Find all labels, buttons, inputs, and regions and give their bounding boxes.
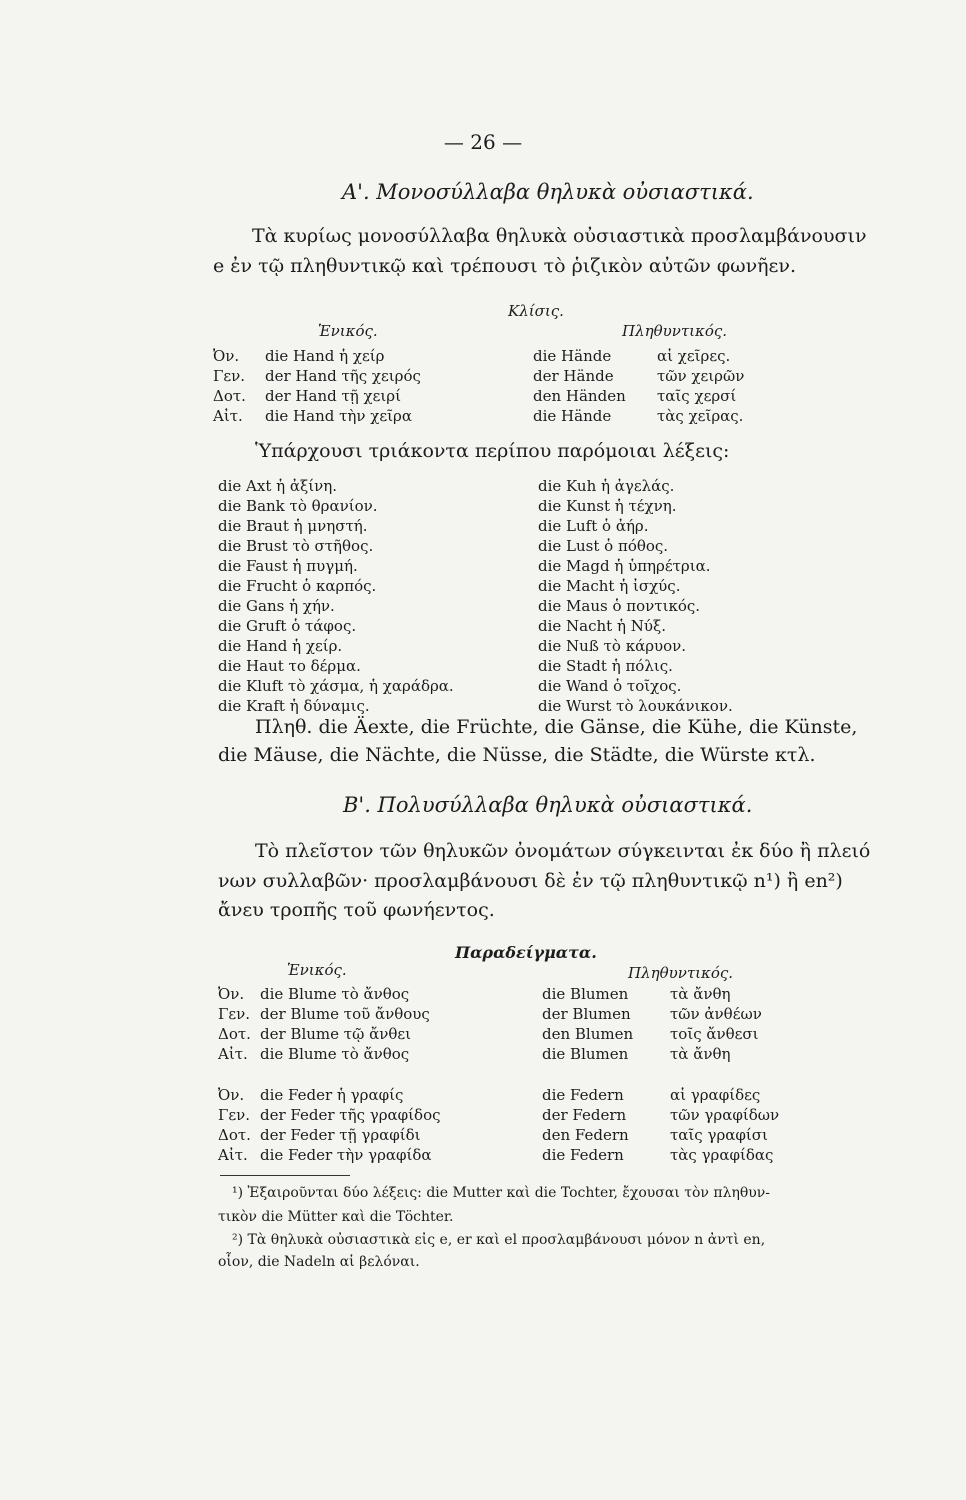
word-entry: die Brust τὸ στῆθος. [218,537,374,555]
word-list-left [218,476,454,716]
singular-label-b: Ἑνικός. [287,961,347,979]
singular-form: die Hand ἡ χείρ [265,347,385,365]
section-a-heading: Α'. Μονοσύλλαβα θηλυκὰ οὐσιαστικά. [342,180,754,204]
word-entry: die Faust ἡ πυγμή. [218,557,358,575]
plural-form-greek: τοῖς ἄνθεσι [670,1025,759,1043]
section-b-intro-line2: νων συλλαβῶν· προσλαμβάνουσι δὲ ἐν τῷ πληθυντικῷ n¹) ἢ en²) [218,870,843,892]
word-entry: die Nacht ἡ Νύξ. [538,617,666,635]
declension-row [218,1105,785,1125]
singular-form: die Blume τὸ ἄνθος [260,1045,410,1063]
case-label: Αἰτ. [213,407,243,425]
case-label: Ὀν. [218,985,245,1003]
section-a-intro-line1: Τὰ κυρίως μονοσύλλαβα θηλυκὰ οὐσιαστικὰ προσλαμβάνουσιν [252,225,867,247]
plural-form-german: die Federn [542,1086,624,1104]
declension-row [213,406,750,426]
plural-line-2: die Mäuse, die Nächte, die Nüsse, die Städte, die Würste κτλ. [218,744,816,766]
plural-form-greek: ταῖς γραφίσι [670,1126,768,1144]
exist-line: Ὑπάρχουσι τριάκοντα περίπου παρόμοιαι λέξεις: [255,440,730,462]
word-entry: die Braut ἡ μνηστή. [218,517,368,535]
word-entry: die Kraft ἡ δύναμις. [218,697,370,715]
plural-form-german: den Blumen [542,1025,634,1043]
singular-form: der Blume τοῦ ἄνθους [260,1005,430,1023]
word-entry: die Maus ὁ ποντικός. [538,597,701,615]
plural-form-german: die Blumen [542,985,629,1003]
singular-form: der Hand τῇ χειρί [265,387,401,405]
word-entry: die Kluft τὸ χάσμα, ἡ χαράδρα. [218,677,454,695]
case-label: Δοτ. [218,1126,251,1144]
singular-form: der Hand τῆς χειρός [265,367,421,385]
plural-form-greek: τῶν γραφίδων [670,1106,780,1124]
plural-form-greek: τὰς χεῖρας. [657,407,744,425]
singular-form: der Feder τῆς γραφίδος [260,1106,441,1124]
footnote-2-line1: ²) Τὰ θηλυκὰ οὐσιαστικὰ εἰς e, er καὶ el προσλαμβάνουσι μόνον n ἀντὶ en, [232,1232,766,1248]
plural-form-german: der Hände [533,367,614,385]
word-entry: die Axt ἡ ἀξίνη. [218,477,338,495]
section-b-heading: Β'. Πολυσύλλαβα θηλυκὰ οὐσιαστικά. [343,793,753,817]
plural-form-greek: ταῖς χερσί [657,387,737,405]
word-entry: die Wurst τὸ λουκάνικον. [538,697,733,715]
case-label: Αἰτ. [218,1045,248,1063]
word-entry: die Hand ἡ χείρ. [218,637,343,655]
case-label: Ὀν. [213,347,240,365]
section-b-intro-line3: ἄνευ τροπῆς τοῦ φωνήεντος. [218,899,495,921]
plural-form-german: der Federn [542,1106,627,1124]
singular-form: der Feder τῇ γραφίδι [260,1126,421,1144]
plural-form-german: die Hände [533,347,612,365]
declension-row [218,1125,785,1145]
singular-form: die Hand τὴν χεῖρα [265,407,412,425]
case-label: Αἰτ. [218,1146,248,1164]
declension-row [218,1085,785,1105]
plural-form-german: den Federn [542,1126,629,1144]
plural-form-greek: τὰ ἄνθη [670,1045,731,1063]
klisis-label: Κλίσις. [508,302,564,320]
plural-form-greek: τῶν ἀνθέων [670,1005,762,1023]
plural-form-german: die Hände [533,407,612,425]
case-label: Γεν. [218,1005,251,1023]
word-entry: die Gans ἡ χήν. [218,597,335,615]
plural-form-greek: αἱ χεῖρες. [657,347,731,365]
case-label: Δοτ. [218,1025,251,1043]
word-entry: die Luft ὁ ἀήρ. [538,517,649,535]
case-label: Γεν. [218,1106,251,1124]
plural-line-1: Πληθ. die Äexte, die Früchte, die Gänse, die Kühe, die Künste, [255,716,858,738]
word-entry: die Stadt ἡ πόλις. [538,657,673,675]
word-entry: die Haut το δέρμα. [218,657,361,675]
page-number: — 26 — [443,130,523,154]
word-list-right [538,476,733,716]
plural-form-greek: τὰ ἄνθη [670,985,731,1003]
declension-table-b1 [218,984,768,1064]
declension-row [218,1145,785,1165]
examples-label: Παραδείγματα. [455,943,597,962]
word-entry: die Frucht ὁ καρπός. [218,577,377,595]
word-entry: die Nuß τὸ κάρυον. [538,637,687,655]
singular-label: Ἑνικός. [318,322,378,340]
footnote-1-line2: τικὸν die Mütter καὶ die Töchter. [218,1209,454,1225]
word-entry: die Lust ὁ πόθος. [538,537,669,555]
singular-form: die Blume τὸ ἄνθος [260,985,410,1003]
plural-form-german: den Händen [533,387,626,405]
word-entry: die Kunst ἡ τέχνη. [538,497,677,515]
word-entry: die Bank τὸ θρανίον. [218,497,378,515]
word-entry: die Magd ἡ ὑπηρέτρια. [538,557,711,575]
singular-form: der Blume τῷ ἄνθει [260,1025,411,1043]
declension-row [218,1024,768,1044]
section-a-intro-line2: e ἐν τῷ πληθυντικῷ καὶ τρέπουσι τὸ ῥιζικὸν αὐτῶν φωνῆεν. [213,255,796,277]
declension-row [213,366,750,386]
plural-label-b: Πληθυντικός. [628,964,734,982]
plural-form-greek: αἱ γραφίδες [670,1086,761,1104]
plural-form-greek: τὰς γραφίδας [670,1146,774,1164]
singular-form: die Feder ἡ γραφίς [260,1086,404,1104]
declension-row [218,984,768,1004]
singular-form: die Feder τὴν γραφίδα [260,1146,432,1164]
plural-form-german: der Blumen [542,1005,631,1023]
section-b-intro-line1: Τὸ πλεῖστον τῶν θηλυκῶν ὀνομάτων σύγκεινται ἐκ δύο ἢ πλειό [255,840,871,862]
plural-label: Πληθυντικός. [622,322,728,340]
declension-row [213,386,750,406]
declension-row [218,1044,768,1064]
plural-form-german: die Blumen [542,1045,629,1063]
declension-table-a [213,346,750,426]
declension-row [218,1004,768,1024]
declension-table-b2 [218,1085,785,1165]
word-entry: die Gruft ὁ τάφος. [218,617,357,635]
case-label: Ὀν. [218,1086,245,1104]
plural-form-german: die Federn [542,1146,624,1164]
case-label: Γεν. [213,367,246,385]
footnote-2-line2: οἷον, die Nadeln αἱ βελόναι. [218,1254,420,1270]
word-entry: die Macht ἡ ἰσχύς. [538,577,681,595]
declension-row [213,346,750,366]
word-entry: die Wand ὁ τοῖχος. [538,677,682,695]
plural-form-greek: τῶν χειρῶν [657,367,745,385]
case-label: Δοτ. [213,387,246,405]
footnote-rule [220,1175,350,1176]
word-entry: die Kuh ἡ ἀγελάς. [538,477,675,495]
footnote-1-line1: ¹) Ἐξαιροῦνται δύο λέξεις: die Mutter καὶ die Tochter, ἔχουσαι τὸν πληθυν- [232,1185,771,1201]
